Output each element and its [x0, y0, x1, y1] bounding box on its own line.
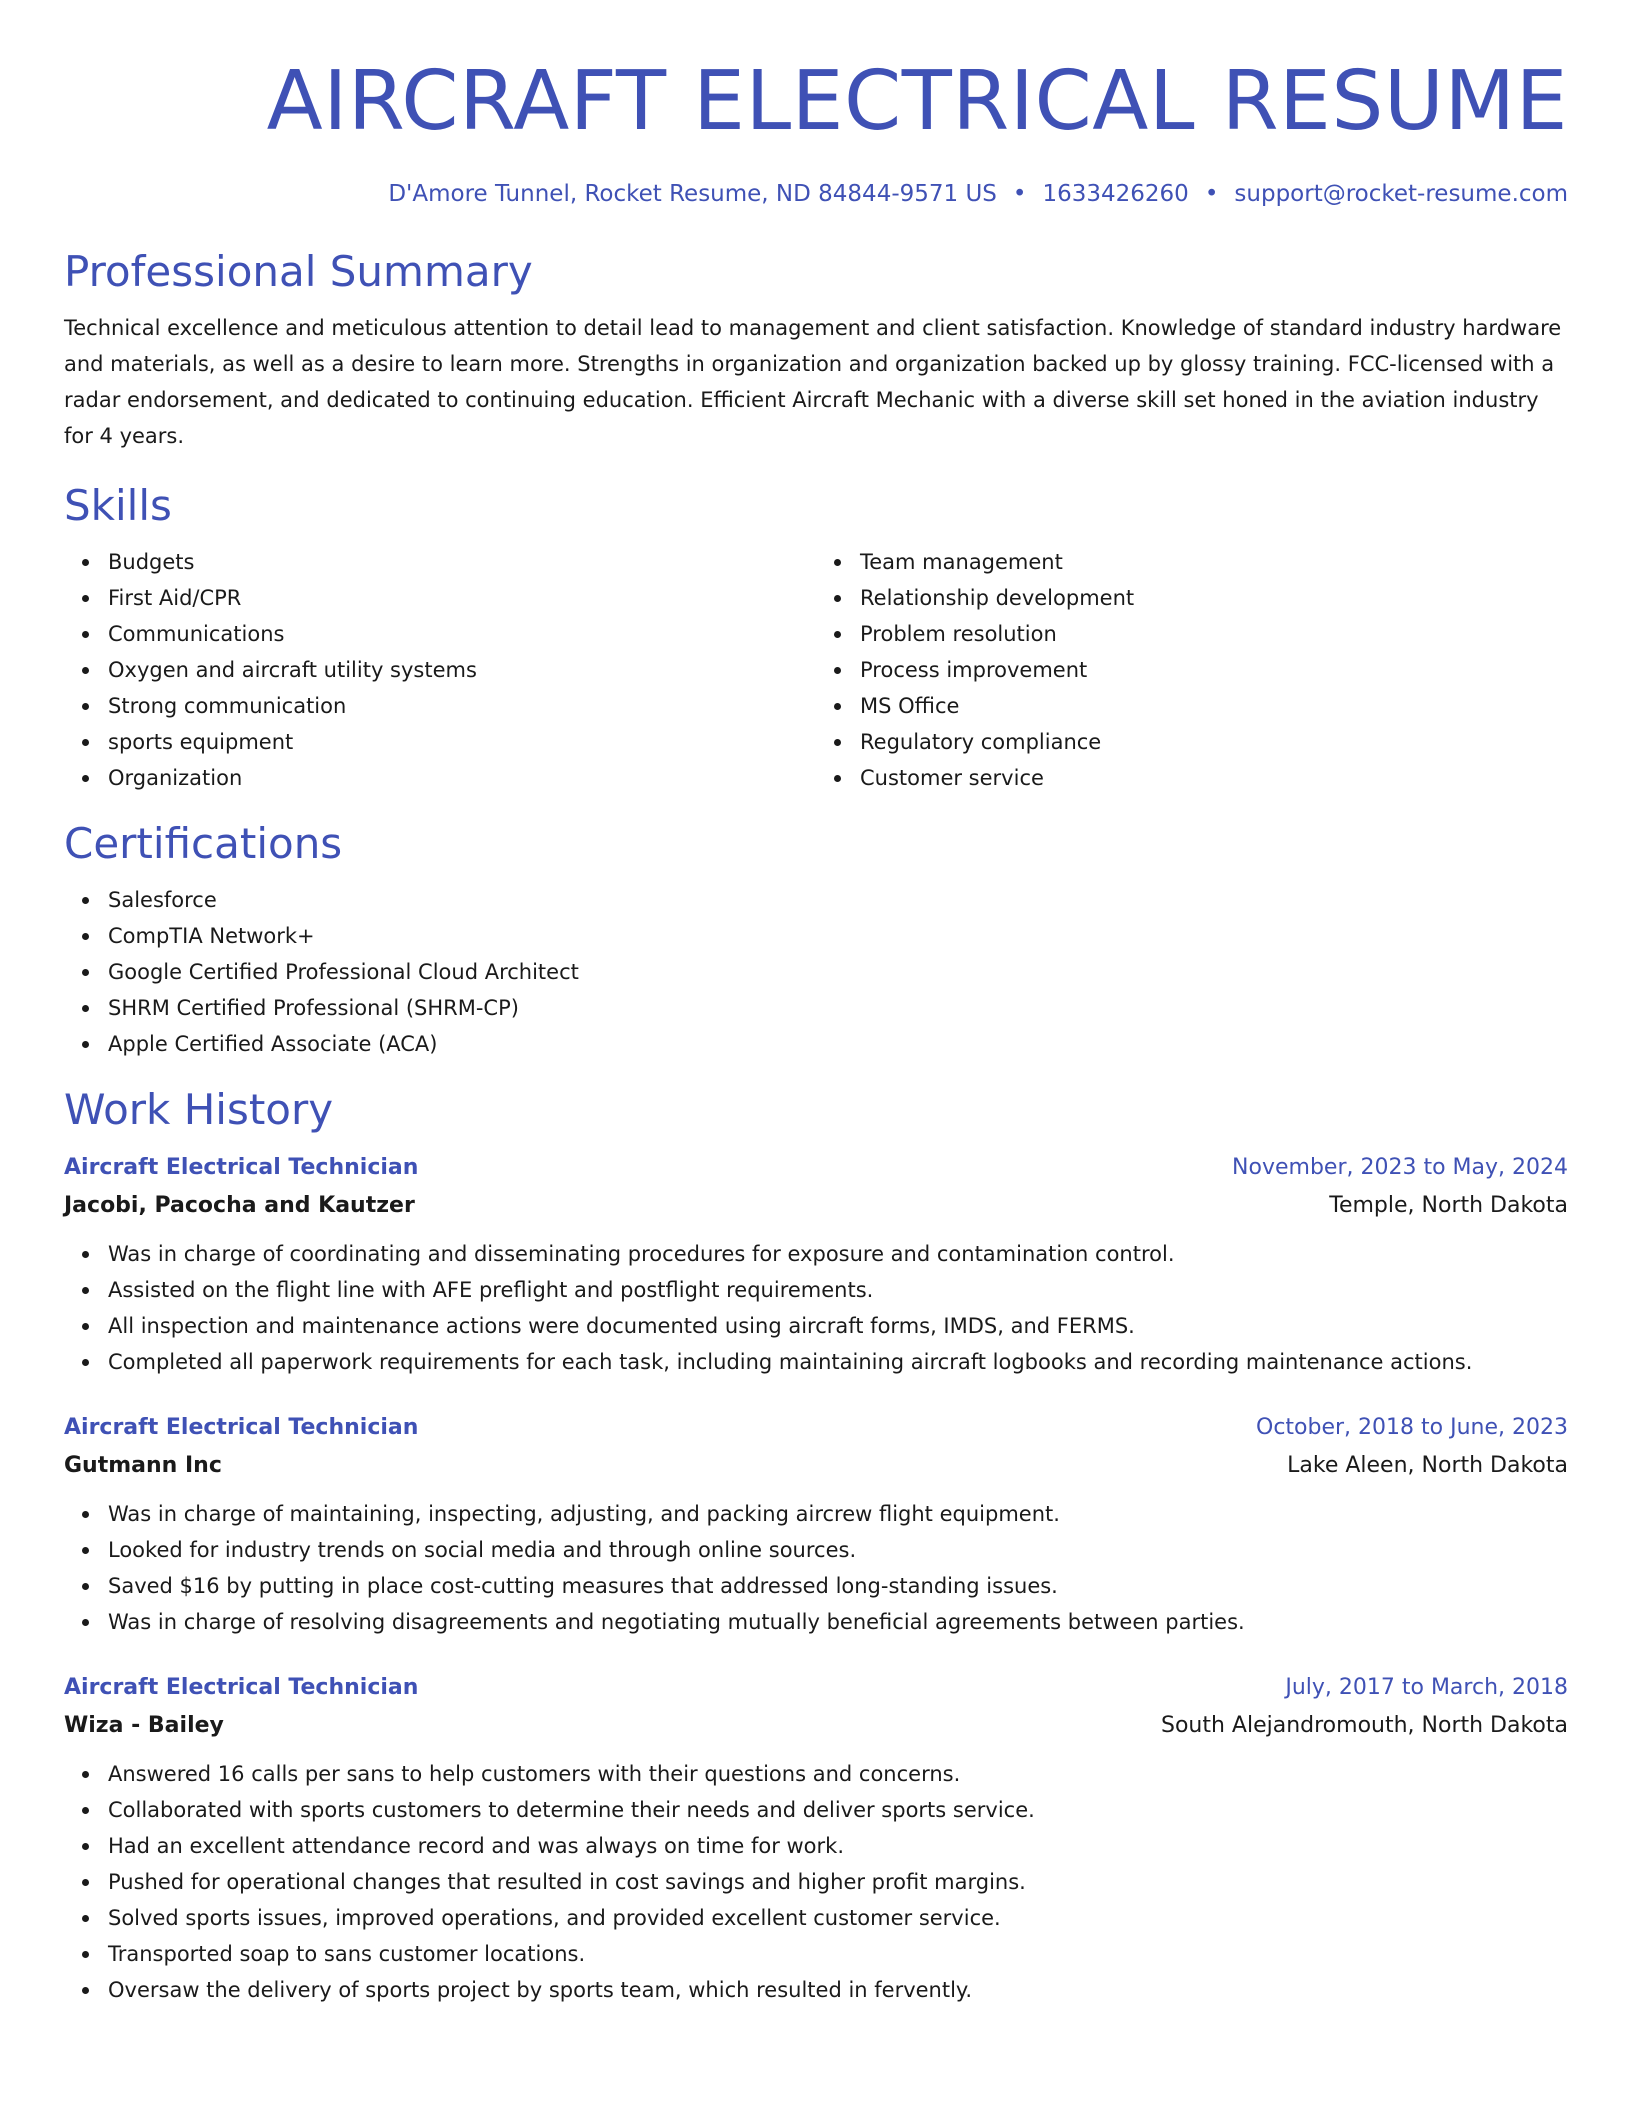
skill-item: Team management — [860, 544, 1568, 580]
contact-email: support@rocket-resume.com — [1234, 181, 1568, 207]
skill-item: Customer service — [860, 760, 1568, 796]
job-bullet: Pushed for operational changes that resulted in cost savings and higher profit margins. — [108, 1864, 1568, 1900]
contact-address: D'Amore Tunnel, Rocket Resume, ND 84844-9571 US — [388, 181, 997, 207]
job-bullet: Assisted on the flight line with AFE preflight and postflight requirements. — [108, 1272, 1568, 1308]
job-bullet: Completed all paperwork requirements for each task, including maintaining aircraft logbooks and recording maintenance actions. — [108, 1344, 1568, 1380]
job-entry — [64, 1150, 1568, 1380]
summary-text: Technical excellence and meticulous attention to detail lead to management and client satisfaction. Knowledge of standard industry hardware and materials, as well as a desire to learn more. Strengths in organization and organization backed up by glossy training. FCC-licensed with a radar endorsement, and dedicated to continuing education. Efficient Aircraft Mechanic with a diverse skill set honed in the aviation industry for 4 years. — [64, 316, 1562, 448]
skill-item: Problem resolution — [860, 616, 1568, 652]
job-title: Aircraft Electrical Technician — [64, 1675, 419, 1700]
skill-item: Relationship development — [860, 580, 1568, 616]
job-bullet: Collaborated with sports customers to determine their needs and deliver sports service. — [108, 1792, 1568, 1828]
job-company: Wiza - Bailey — [64, 1713, 224, 1738]
job-bullet: Saved $16 by putting in place cost-cutting measures that addressed long-standing issues. — [108, 1568, 1568, 1604]
skills-column-left — [64, 544, 816, 796]
job-bullet: All inspection and maintenance actions were documented using aircraft forms, IMDS, and FERMS. — [108, 1308, 1568, 1344]
job-bullet: Transported soap to sans customer locations. — [108, 1936, 1568, 1972]
job-company-row — [64, 1446, 1568, 1486]
job-entry — [64, 1670, 1568, 2008]
job-title-row — [64, 1670, 1568, 1706]
skills-grid — [64, 544, 1568, 796]
job-company-row — [64, 1706, 1568, 1746]
skill-item: sports equipment — [108, 724, 816, 760]
skill-item: Budgets — [108, 544, 816, 580]
job-bullet: Was in charge of coordinating and disseminating procedures for exposure and contamination control. — [108, 1236, 1568, 1272]
certifications-list — [64, 882, 1568, 1062]
certification-item: Apple Certified Associate (ACA) — [108, 1026, 1568, 1062]
job-company: Jacobi, Pacocha and Kautzer — [64, 1193, 415, 1218]
section-heading-work-history: Work History — [64, 1085, 334, 1134]
job-bullet: Was in charge of maintaining, inspecting, adjusting, and packing aircrew flight equipment. — [108, 1496, 1568, 1532]
certification-item: Salesforce — [108, 882, 1568, 918]
section-heading-summary: Professional Summary — [64, 247, 533, 296]
job-bullet: Oversaw the delivery of sports project by sports team, which resulted in fervently. — [108, 1972, 1568, 2008]
certification-item: SHRM Certified Professional (SHRM-CP) — [108, 990, 1568, 1026]
certification-item: CompTIA Network+ — [108, 918, 1568, 954]
job-company-row — [64, 1186, 1568, 1226]
professional-summary-section — [64, 246, 1568, 454]
job-bullet-list — [64, 1236, 1568, 1380]
section-heading-skills: Skills — [64, 481, 172, 530]
job-location: South Alejandromouth, North Dakota — [1160, 1713, 1568, 1738]
job-title: Aircraft Electrical Technician — [64, 1415, 419, 1440]
skill-item: Process improvement — [860, 652, 1568, 688]
skills-column-right — [816, 544, 1568, 796]
contact-line — [64, 178, 1568, 210]
job-bullet: Was in charge of resolving disagreements and negotiating mutually beneficial agreements between parties. — [108, 1604, 1568, 1640]
skills-section — [64, 480, 1568, 796]
job-bullet-list — [64, 1756, 1568, 2008]
job-bullet: Answered 16 calls per sans to help customers with their questions and concerns. — [108, 1756, 1568, 1792]
job-dates: July, 2017 to March, 2018 — [1285, 1675, 1568, 1700]
job-bullet: Looked for industry trends on social media and through online sources. — [108, 1532, 1568, 1568]
resume-title: AIRCRAFT ELECTRICAL RESUME — [266, 54, 1568, 149]
contact-separator: • — [1204, 181, 1219, 207]
job-bullet: Had an excellent attendance record and was always on time for work. — [108, 1828, 1568, 1864]
skill-item: Strong communication — [108, 688, 816, 724]
job-entry — [64, 1410, 1568, 1640]
job-location: Temple, North Dakota — [1329, 1193, 1568, 1218]
section-heading-certifications: Certifications — [64, 819, 343, 868]
skill-item: MS Office — [860, 688, 1568, 724]
skill-item: Communications — [108, 616, 816, 652]
job-company: Gutmann Inc — [64, 1453, 222, 1478]
skill-item: Organization — [108, 760, 816, 796]
job-title: Aircraft Electrical Technician — [64, 1155, 419, 1180]
job-location: Lake Aleen, North Dakota — [1287, 1453, 1568, 1478]
job-bullet-list — [64, 1496, 1568, 1640]
resume-header — [64, 52, 1568, 210]
job-title-row — [64, 1150, 1568, 1186]
work-history-section — [64, 1084, 1568, 2008]
job-title-row — [64, 1410, 1568, 1446]
contact-phone: 1633426260 — [1042, 181, 1189, 207]
certification-item: Google Certified Professional Cloud Architect — [108, 954, 1568, 990]
skill-item: Oxygen and aircraft utility systems — [108, 652, 816, 688]
contact-separator: • — [1012, 181, 1027, 207]
job-dates: October, 2018 to June, 2023 — [1256, 1415, 1568, 1440]
certifications-section — [64, 818, 1568, 1062]
job-bullet: Solved sports issues, improved operations, and provided excellent customer service. — [108, 1900, 1568, 1936]
job-dates: November, 2023 to May, 2024 — [1232, 1155, 1568, 1180]
skill-item: First Aid/CPR — [108, 580, 816, 616]
skill-item: Regulatory compliance — [860, 724, 1568, 760]
